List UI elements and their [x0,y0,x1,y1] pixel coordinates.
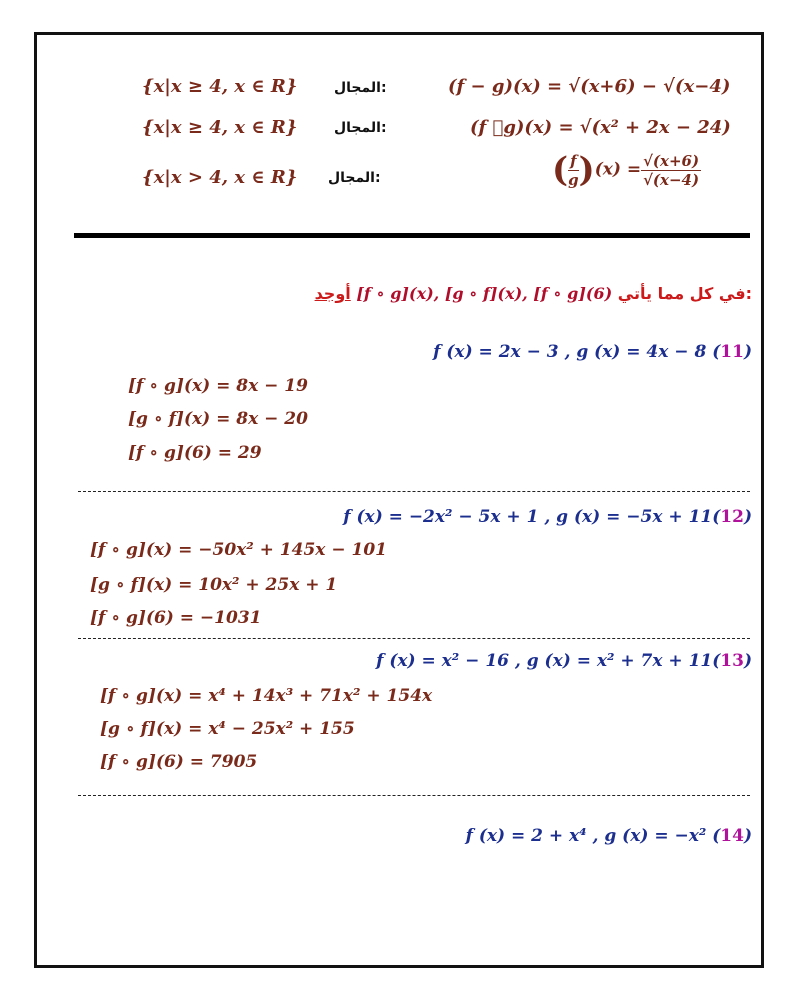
quotient-g: g [568,170,579,189]
separator-1 [78,491,750,492]
quotient-denominator: √(x−4) [643,170,700,189]
domain-set-1: {x|x ≥ 4, x ∈ R} [142,76,298,97]
problem-11-answer-2: [g ∘ f](x) = 8x − 20 [128,409,308,429]
problem-11-statement: f (x) = 2x − 3 , g (x) = 4x − 8 (11) [433,342,752,362]
problem-12-answer-3: [f ∘ g](6) = −1031 [90,608,262,628]
quotient-numerator: √(x+6) [643,151,700,170]
problem-12-statement: f (x) = −2x² − 5x + 1 , g (x) = −5x + 11(12) [343,507,752,527]
domain-label-2: المجال: [334,120,387,136]
quotient-mid: (x) = [594,159,642,180]
function-3: ( $\frac{f}{g}$ )(x) = $\frac{√(x+6)}{√(x-4)}$ [552,150,700,190]
function-2: (f ⃞g)(x) = √(x² + 2x − 24) [470,117,731,138]
problem-14-number: 14 [720,826,744,846]
quotient-f: f [570,151,577,170]
separator-3 [78,795,750,796]
domain-label-3: المجال: [328,170,381,186]
problem-12-number: 12 [720,507,744,527]
separator-2 [78,638,750,639]
domain-label-1: المجال: [334,80,387,96]
function-1: (f − g)(x) = √(x+6) − √(x−4) [448,76,731,97]
instruction-find: أوجد [314,284,351,303]
problem-12-answer-1: [f ∘ g](x) = −50x² + 145x − 101 [90,540,387,560]
problem-11-answer-3: [f ∘ g](6) = 29 [128,443,262,463]
problem-11-answer-1: [f ∘ g](x) = 8x − 19 [128,376,308,396]
problem-13-answer-2: [g ∘ f](x) = x⁴ − 25x² + 155 [100,719,355,739]
domain-set-3: {x|x > 4, x ∈ R} [142,167,298,188]
problem-13-number: 13 [720,651,744,671]
problem-11-number: 11 [720,342,744,362]
instruction-rest: في كل مما يأتي: [617,284,752,303]
problem-13-answer-3: [f ∘ g](6) = 7905 [100,752,258,772]
section-divider [74,233,750,238]
problem-14-statement: f (x) = 2 + x⁴ , g (x) = −x² (14) [465,826,752,846]
problem-13-answer-1: [f ∘ g](x) = x⁴ + 14x³ + 71x² + 154x [100,686,433,706]
problem-13-statement: f (x) = x² − 16 , g (x) = x² + 7x + 11(13) [376,651,752,671]
problem-12-answer-2: [g ∘ f](x) = 10x² + 25x + 1 [90,575,338,595]
instruction-line [315,284,752,303]
domain-set-2: {x|x ≥ 4, x ∈ R} [142,117,298,138]
instruction-expression: [f ∘ g](x), [g ∘ f](x), [f ∘ g](6) [356,284,613,303]
